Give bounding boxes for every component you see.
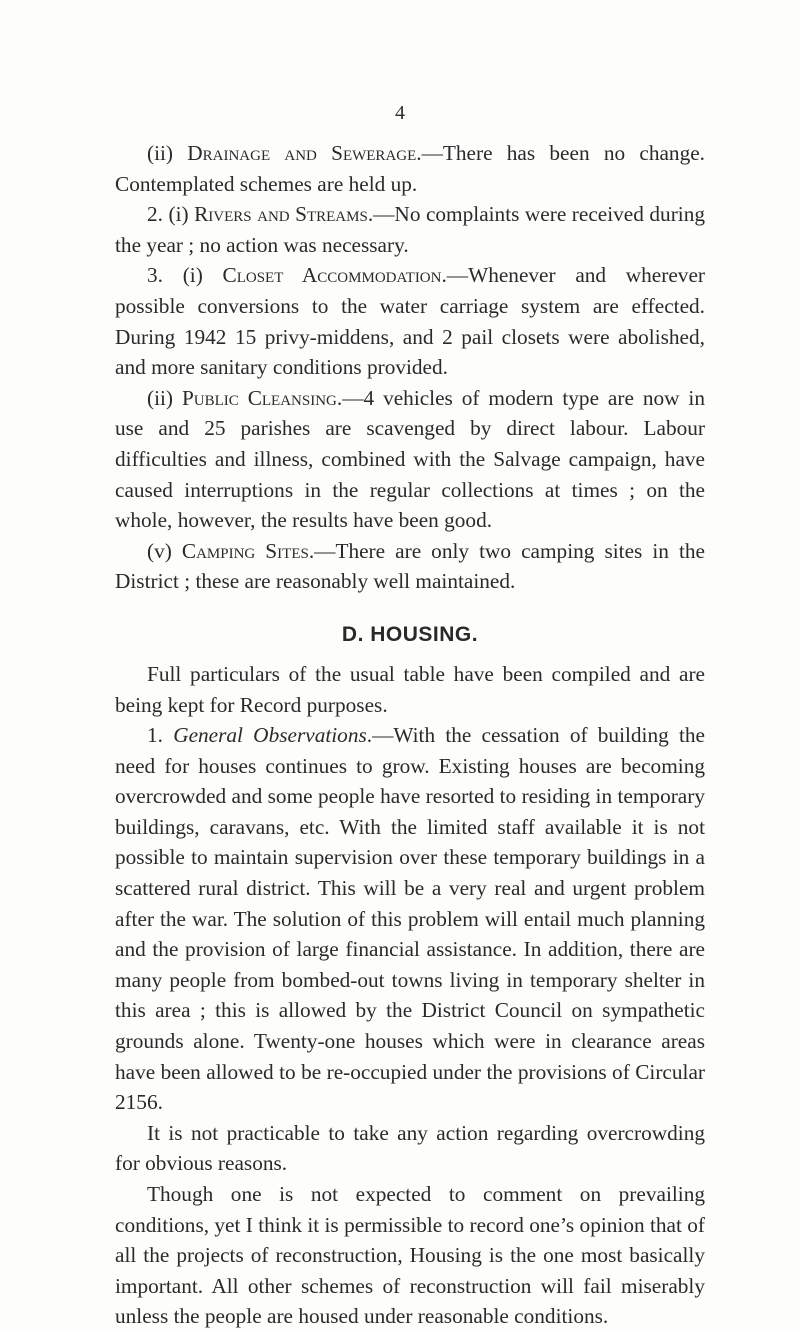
heading-camping: Camping Sites bbox=[181, 538, 309, 563]
paragraph-camping: (v) Camping Sites.—There are only two camping sites in the District ; these are reasonably well maintained. bbox=[115, 538, 705, 594]
heading-general-observations: General Observations bbox=[173, 723, 367, 748]
paragraph-closet: 3. (i) Closet Accommodation.—Whenever and wherever possible conversions to the water carriage system are effected. During 1942 15 privy-middens, and 2 pail closets were abolished, and more sanitary conditions provided. bbox=[115, 263, 705, 380]
heading-rivers: Rivers and Streams bbox=[194, 202, 368, 227]
heading-closet: Closet Accommodation bbox=[222, 263, 442, 288]
paragraph-rivers: 2. (i) Rivers and Streams.—No complaints were received during the year ; no action was necessary. bbox=[115, 202, 706, 257]
section-heading-housing: D. HOUSING. bbox=[341, 622, 479, 646]
paragraph-cleansing: (ii) Public Cleansing.—4 vehicles of modern type are now in use and 25 parishes are scavenged by direct labour. Labour difficulties and illness, combined with the Salvage campaign, have caused interruptions in the regular collections at times ; on the whole, however, the results have been good. bbox=[115, 385, 705, 533]
heading-drainage: Drainage and Sewerage bbox=[187, 141, 417, 165]
paragraph-general-observations: 1. General Observations.—With the cessation of building the need for houses continues to grow. Existing houses are becoming overcrowded and some people have resorted to residing in temporary buildings, caravans, etc. With the limited staff available it is not possible to maintain supervision over these temporary buildings in a scattered rural district. This will be a very real and urgent problem after the war. The solution of this problem will entail much planning and the provision of large financial assistance. In addition, there are many people from bombed-out towns living in temporary shelter in this area ; this is allowed by the District Council on sympathetic grounds alone. Twenty-one houses which were in clearance areas have been allowed to be re-occupied under the provisions of Circular 2156. bbox=[115, 723, 706, 1115]
body-text bbox=[115, 138, 705, 1332]
paragraph-drainage: (ii) Drainage and Sewerage.—There has been no change. Contemplated schemes are held up. bbox=[115, 141, 705, 196]
page-number: 4 bbox=[395, 102, 405, 124]
paragraph-overcrowding: It is not practicable to take any action regarding overcrowding for obvious reasons. bbox=[115, 1120, 705, 1176]
paragraph-conclusion: Though one is not expected to comment on prevailing conditions, yet I think it is permissible to record one’s opinion that of all the projects of reconstruction, Housing is the one most basically important. All other schemes of reconstruction will fail miserably unless the people are housed under reasonable conditions. bbox=[115, 1182, 705, 1329]
heading-cleansing: Public Cleansing bbox=[181, 385, 337, 410]
paragraph-housing-intro: Full particulars of the usual table have been compiled and are being kept for Record purposes. bbox=[115, 661, 705, 717]
